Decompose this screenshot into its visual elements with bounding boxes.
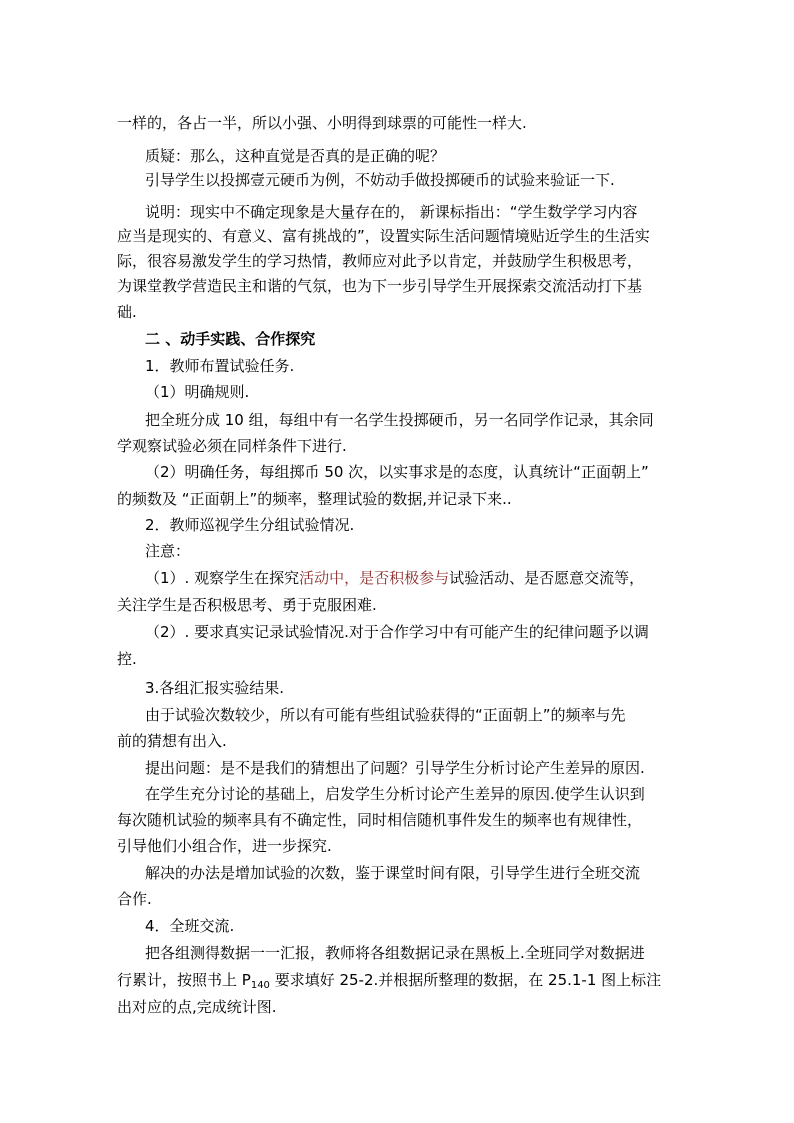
paragraph-line: 的频数及 “正面朝上”的频率，整理试验的数据,并记录下来.. [117, 490, 512, 508]
paragraph-line: 把各组测得数据一一汇报，教师将各组数据记录在黑板上.全班同学对数据进 [145, 944, 645, 962]
paragraph-line: 控. [117, 650, 137, 668]
paragraph-line: 应当是现实的、有意义、富有挑战的”，设置实际生活问题情境贴近学生的生活实 [117, 227, 650, 245]
paragraph-line: （1）明确规则. [145, 383, 250, 401]
paragraph-line: 础. [117, 303, 137, 321]
paragraph-line: 引导他们小组合作，进一步探究. [117, 837, 332, 855]
paragraph-line: 在学生充分讨论的基础上，启发学生分析讨论产生差异的原因.使学生认识到 [145, 785, 645, 803]
paragraph-line: 说明：现实中不确定现象是大量存在的， 新课标指出：“学生数学学习内容 [145, 203, 638, 221]
text-run: 试验活动、是否愿意交流等， [449, 569, 645, 587]
text-run: （1）. 观察学生在探究 [145, 569, 300, 587]
paragraph-line: （2）. 要求真实记录试验情况.对于合作学习中有可能产生的纪律问题予以调 [145, 623, 649, 641]
paragraph-line: 关注学生是否积极思考、勇于克服困难. [117, 596, 377, 614]
paragraph-line: （2）明确任务，每组掷币 50 次，以实事求是的态度，认真统计“正面朝上” [145, 463, 649, 481]
paragraph-line: 每次随机试验的频率具有不确定性，同时相信随机事件发生的频率也有规律性， [117, 811, 643, 829]
paragraph-line: 引导学生以投掷壹元硬币为例，不妨动手做投掷硬币的试验来验证一下. [145, 171, 615, 189]
paragraph-line: 1．教师布置试验任务. [145, 357, 295, 375]
text-run: 要求填好 25-2.并根据所整理的数据，在 25.1-1 图上标注 [269, 971, 662, 989]
paragraph-line: 际，很容易激发学生的学习热情，教师应对此予以肯定，并鼓励学生积极思考， [117, 252, 643, 270]
paragraph-line: 3.各组汇报实验结果. [145, 679, 285, 697]
paragraph-line: 提出问题：是不是我们的猜想出了问题？引导学生分析讨论产生差异的原因. [145, 759, 645, 777]
paragraph-line: 为课堂教学营造民主和谐的气氛，也为下一步引导学生开展探索交流活动打下基 [117, 277, 643, 295]
paragraph-line: 出对应的点,完成统计图. [117, 998, 277, 1016]
paragraph-line: 解决的办法是增加试验的次数，鉴于课堂时间有限，引导学生进行全班交流 [145, 864, 641, 882]
paragraph-line: 由于试验次数较少，所以有可能有些组试验获得的“正面朝上”的频率与先 [145, 706, 626, 724]
highlighted-text-run: 活动中，是否积极参与 [299, 569, 450, 587]
paragraph-line: 4．全班交流. [145, 917, 235, 935]
paragraph-line [117, 970, 661, 990]
paragraph-line: 前的猜想有出入. [117, 732, 227, 750]
paragraph-line [145, 568, 644, 588]
paragraph-line: 质疑：那么，这种直觉是否真的是正确的呢？ [145, 147, 446, 165]
paragraph-line: 合作. [117, 890, 152, 908]
paragraph-line: 注意： [145, 542, 191, 560]
paragraph-line: 一样的，各占一半，所以小强、小明得到球票的可能性一样大. [117, 114, 527, 132]
paragraph-line: 2．教师巡视学生分组试验情况. [145, 516, 355, 534]
text-run: 行累计，按照书上 P [117, 971, 251, 989]
section-heading: 二 、动手实践、合作探究 [145, 330, 316, 348]
paragraph-line: 学观察试验必须在同样条件下进行. [117, 437, 347, 455]
paragraph-line: 把全班分成 10 组，每组中有一名学生投掷硬币，另一名同学作记录，其余同 [145, 411, 654, 429]
page-subscript: 140 [250, 980, 270, 991]
